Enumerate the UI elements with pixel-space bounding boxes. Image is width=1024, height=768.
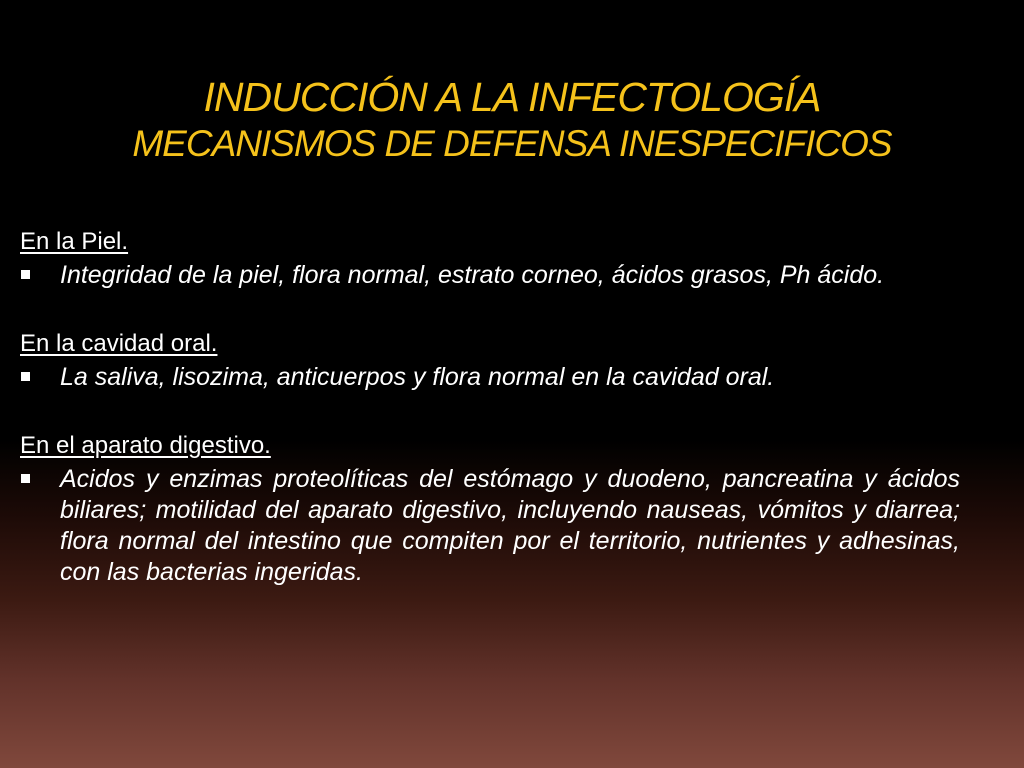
- bullet-item: [20, 260, 960, 291]
- section-heading: En la cavidad oral.: [20, 330, 218, 357]
- slide-content: [20, 226, 960, 625]
- slide-title: [0, 72, 1024, 166]
- title-line-1: INDUCCIÓN A LA INFECTOLOGÍA: [203, 74, 821, 120]
- section-oral-cavity: [20, 328, 960, 393]
- title-line-2: MECANISMOS DE DEFENSA INESPECIFICOS: [132, 123, 892, 164]
- bullet-item: [20, 362, 960, 393]
- section-digestive-tract: [20, 430, 960, 588]
- square-bullet-icon: [21, 372, 30, 381]
- section-skin: [20, 226, 960, 291]
- section-heading: En la Piel.: [20, 228, 129, 255]
- bullet-text: Acidos y enzimas proteolíticas del estómago y duodeno, pancreatina y ácidos biliares; motilidad del aparato digestivo, incluyendo nauseas, vómitos y diarrea; flora normal del intestino que compiten por el territorio, nutrientes y adhesinas, con las bacterias ingeridas.: [60, 465, 960, 586]
- section-heading: En el aparato digestivo.: [20, 432, 271, 459]
- square-bullet-icon: [21, 270, 30, 279]
- square-bullet-icon: [21, 474, 30, 483]
- bullet-item: [20, 464, 960, 588]
- bullet-text: La saliva, lisozima, anticuerpos y flora normal en la cavidad oral.: [60, 363, 775, 391]
- bullet-text: Integridad de la piel, flora normal, estrato corneo, ácidos grasos, Ph ácido.: [60, 261, 885, 289]
